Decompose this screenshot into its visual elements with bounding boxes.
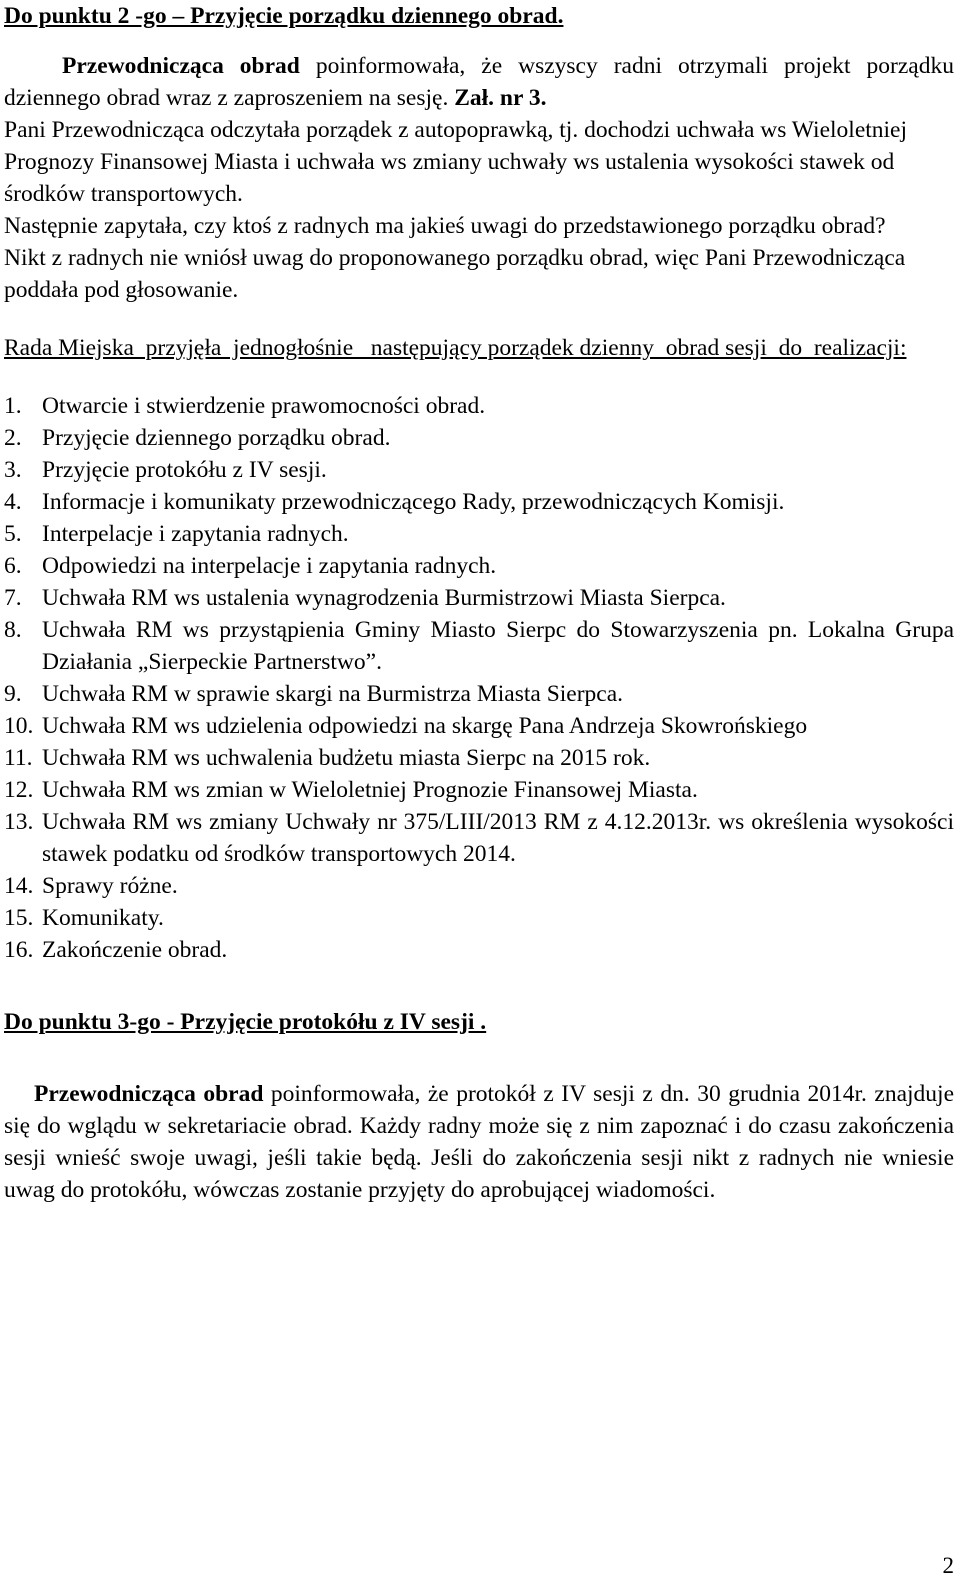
- section3-para-text: poinformowała, że protokół z IV sesji z dn. 30 grudnia 2014r. znajduje się do wglądu w sekretariacie obrad. Każdy radny może się z nim zapoznać i do czasu zakończenia sesji wnieść swoje uwagi, jeśli takie będą. Jeśli do zakończenia sesji nikt z radnych nie wniesie uwag do protokółu, wówczas zostanie przyjęty do aprobującej wiadomości.: [4, 1081, 954, 1203]
- agenda-item: [4, 806, 954, 870]
- spacer: [4, 364, 954, 390]
- agenda-item-text: Sprawy różne.: [42, 873, 178, 899]
- agenda-item: [4, 550, 954, 582]
- section3-para: [4, 1078, 954, 1206]
- agenda-item: [4, 774, 954, 806]
- agenda-item: [4, 934, 954, 966]
- agenda-item: [4, 742, 954, 774]
- agenda-item: [4, 486, 954, 518]
- agenda-item: [4, 710, 954, 742]
- section2-para3: Następnie zapytała, czy ktoś z radnych ma jakieś uwagi do przedstawionego porządku obrad?: [4, 213, 886, 239]
- agenda-item: [4, 390, 954, 422]
- spacer: [4, 966, 954, 1006]
- agenda-item-text: Przyjęcie dziennego porządku obrad.: [42, 425, 391, 451]
- agenda-item-text: Uchwała RM w sprawie skargi na Burmistrza Miasta Sierpca.: [42, 681, 624, 707]
- resolution-statement: Rada Miejska przyjęła jednogłośnie następujący porządek dzienny obrad sesji do realizacji:: [4, 335, 907, 361]
- section2-heading: Do punktu 2 -go – Przyjęcie porządku dziennego obrad.: [4, 3, 564, 29]
- agenda-item-text: Komunikaty.: [42, 905, 164, 931]
- agenda-item-text: Informacje i komunikaty przewodniczącego Rady, przewodniczących Komisji.: [42, 489, 785, 515]
- agenda-item: [4, 902, 954, 934]
- section2-para1: [4, 50, 954, 114]
- agenda-item: [4, 454, 954, 486]
- agenda-item-number: 6.: [4, 553, 22, 579]
- agenda-item-number: 14.: [4, 873, 34, 899]
- section2-para2: Pani Przewodnicząca odczytała porządek z autopoprawką, tj. dochodzi uchwała ws Wieloletniej Prognozy Finansowej Miasta i uchwała ws zmiany uchwały ws ustalenia wysokości stawek od środków transportowych.: [4, 117, 908, 207]
- agenda-item-text: Uchwała RM ws zmian w Wieloletniej Prognozie Finansowej Miasta.: [42, 777, 698, 803]
- document-page: [4, 0, 954, 1206]
- agenda-item: [4, 518, 954, 550]
- agenda-list: [4, 390, 954, 966]
- agenda-item-number: 11.: [4, 745, 33, 771]
- agenda-item-number: 5.: [4, 521, 22, 547]
- agenda-item-number: 8.: [4, 617, 22, 643]
- agenda-item: [4, 678, 954, 710]
- chair-label: Przewodnicząca obrad: [62, 53, 300, 79]
- agenda-item-text: Otwarcie i stwierdzenie prawomocności obrad.: [42, 393, 486, 419]
- attachment-ref: Zał. nr 3.: [454, 85, 547, 111]
- section3-heading: Do punktu 3-go - Przyjęcie protokółu z IV sesji .: [4, 1009, 487, 1035]
- agenda-item-text: Uchwała RM ws udzielenia odpowiedzi na skargę Pana Andrzeja Skowrońskiego: [42, 713, 808, 739]
- agenda-item-number: 16.: [4, 937, 34, 963]
- agenda-item-text: Uchwała RM ws ustalenia wynagrodzenia Burmistrzowi Miasta Sierpca.: [42, 585, 726, 611]
- agenda-item-number: 4.: [4, 489, 22, 515]
- agenda-item-text: Uchwała RM ws przystąpienia Gminy Miasto Sierpc do Stowarzyszenia pn. Lokalna Grupa Działania „Sierpeckie Partnerstwo”.: [42, 617, 954, 675]
- agenda-item-number: 12.: [4, 777, 34, 803]
- page-number: 2: [942, 1553, 954, 1578]
- agenda-item-number: 10.: [4, 713, 34, 739]
- agenda-item-text: Interpelacje i zapytania radnych.: [42, 521, 349, 547]
- agenda-item-number: 7.: [4, 585, 22, 611]
- agenda-item-text: Uchwała RM ws zmiany Uchwały nr 375/LIII/2013 RM z 4.12.2013r. ws określenia wysokości stawek podatku od środków transportowych 2014.: [42, 809, 954, 867]
- agenda-item-number: 1.: [4, 393, 22, 419]
- chair-label: Przewodnicząca obrad: [34, 1081, 264, 1107]
- agenda-item-number: 13.: [4, 809, 34, 835]
- agenda-item: [4, 582, 954, 614]
- agenda-item: [4, 870, 954, 902]
- section2-para4: Nikt z radnych nie wniósł uwag do proponowanego porządku obrad, więc Pani Przewodnicząca poddała pod głosowanie.: [4, 245, 906, 303]
- agenda-item-number: 2.: [4, 425, 22, 451]
- agenda-item-text: Przyjęcie protokółu z IV sesji.: [42, 457, 327, 483]
- agenda-item-number: 9.: [4, 681, 22, 707]
- agenda-item-number: 3.: [4, 457, 22, 483]
- agenda-item: [4, 422, 954, 454]
- agenda-item: [4, 614, 954, 678]
- agenda-item-text: Zakończenie obrad.: [42, 937, 228, 963]
- agenda-item-text: Uchwała RM ws uchwalenia budżetu miasta Sierpc na 2015 rok.: [42, 745, 651, 771]
- spacer: [4, 306, 954, 332]
- spacer: [4, 1038, 954, 1078]
- para1-text: poinformowała, że wszyscy radni otrzymali projekt porządku dziennego obrad wraz z zaproszeniem na sesję.: [4, 53, 954, 111]
- spacer: [4, 32, 954, 50]
- agenda-item-text: Odpowiedzi na interpelacje i zapytania radnych.: [42, 553, 497, 579]
- agenda-item-number: 15.: [4, 905, 34, 931]
